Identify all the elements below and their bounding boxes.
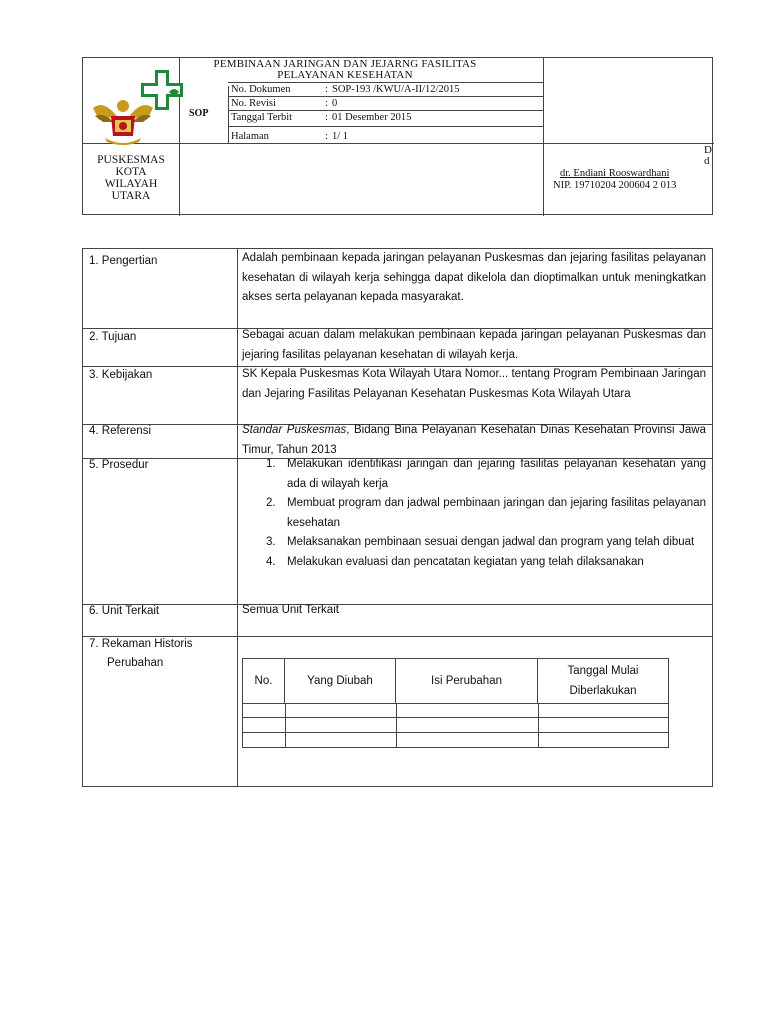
referensi-italic: Standar Puskesmas xyxy=(242,424,347,436)
row-label: 6. Unit Terkait xyxy=(89,605,160,617)
meta-row-no-revisi xyxy=(228,96,544,110)
document-title xyxy=(195,59,495,81)
signature-space xyxy=(180,144,544,216)
signer-nip: NIP. 19710204 200604 2 013 xyxy=(553,180,677,191)
procedure-list xyxy=(242,459,706,572)
procedure-step xyxy=(242,494,706,533)
meta-value: 1/ 1 xyxy=(332,131,349,142)
row-label-line-1: 7. Rekaman Historis xyxy=(89,638,193,650)
meta-row-halaman xyxy=(228,126,544,144)
sop-table xyxy=(82,248,713,787)
meta-separator: : xyxy=(325,84,328,95)
procedure-step xyxy=(242,459,706,494)
header-table xyxy=(82,57,713,215)
row-value: Adalah pembinaan kepada jaringan pelayanan Puskesmas dan jejaring fasilitas pelayanan kesehatan di wilayah kerja sehingga dapat dikelola dan dioptimalkan untuk meningkatkan akses serta pelayanan kepada masyarakat. xyxy=(242,252,706,303)
history-row-line xyxy=(243,732,668,733)
history-col-line xyxy=(396,703,397,747)
document-title-line-1: PEMBINAAN JARINGAN DAN JEJARNG FASILITAS xyxy=(213,58,477,70)
step-number: 4. xyxy=(266,555,276,568)
step-text: Melakukan evaluasi dan pencatatan kegiatan yang telah dilaksanakan xyxy=(287,555,644,568)
row-label: 5. Prosedur xyxy=(89,459,149,471)
meta-key: Halaman xyxy=(231,131,269,142)
referensi-rest: , Bidang Bina Pelayanan Kesehatan Dinas Kesehatan Provinsi Jawa Timur, Tahun 2013 xyxy=(242,424,706,456)
signer-name: dr. Endiani Rooswardhani xyxy=(560,168,670,179)
document-title-line-2: PELAYANAN KESEHATAN xyxy=(277,69,413,81)
meta-key: No. Revisi xyxy=(231,98,276,109)
history-row-line xyxy=(243,717,668,718)
history-col-yang-diubah: Yang Diubah xyxy=(285,659,396,703)
row-kebijakan xyxy=(83,367,712,425)
row-unit-terkait xyxy=(83,605,712,637)
meta-separator: : xyxy=(325,112,328,123)
row-label: 3. Kebijakan xyxy=(89,369,153,381)
history-col-line xyxy=(285,703,286,747)
history-col-isi-perubahan: Isi Perubahan xyxy=(396,659,538,703)
puskesmas-line: UTARA xyxy=(111,190,151,202)
step-text: Melaksanakan pembinaan sesuai dengan jadwal dan program yang telah dibuat xyxy=(287,536,695,548)
meta-separator: : xyxy=(325,98,328,109)
row-label: 2. Tujuan xyxy=(89,331,137,343)
meta-key: No. Dokumen xyxy=(231,84,291,95)
corner-mark-1: D xyxy=(704,144,712,156)
puskesmas-line: WILAYAH xyxy=(104,178,158,190)
step-text: Melakukan identifikasi jaringan dan jejaring fasilitas pelayanan kesehatan yang ada di wilayah kerja xyxy=(287,459,706,490)
history-row-line xyxy=(243,703,668,704)
row-label xyxy=(89,635,193,673)
meta-key: Tanggal Terbit xyxy=(231,112,293,123)
step-number: 2. xyxy=(266,497,276,509)
row-value: Semua Unit Terkait xyxy=(242,604,339,616)
step-text: Membuat program dan jadwal pembinaan jaringan dan jejaring fasilitas pelayanan kesehatan xyxy=(287,497,706,529)
meta-row-no-dokumen xyxy=(228,82,544,96)
step-number: 3. xyxy=(266,536,276,548)
meta-value: SOP-193 /KWU/A-II/12/2015 xyxy=(332,84,460,95)
garuda-emblem-logo-icon xyxy=(91,94,155,146)
row-prosedur xyxy=(83,459,712,605)
row-value: SK Kepala Puskesmas Kota Wilayah Utara Nomor... tentang Program Pembinaan Jaringan dan Jejaring Fasilitas Pelayanan Kesehatan Puskesmas Kota Wilayah Utara xyxy=(242,368,706,400)
row-referensi xyxy=(83,425,712,459)
sop-label: SOP xyxy=(189,108,209,119)
puskesmas-line: PUSKESMAS xyxy=(97,154,165,166)
row-value: Sebagai acuan dalam melakukan pembinaan kepada jaringan pelayanan Puskesmas dan jejaring fasilitas pelayanan kesehatan di wilayah kerja. xyxy=(242,329,706,361)
step-number: 1. xyxy=(266,459,276,470)
logo-cell xyxy=(83,58,209,144)
procedure-step xyxy=(242,533,706,553)
history-col-no: No. xyxy=(243,659,285,703)
history-table xyxy=(242,658,669,748)
procedure-step xyxy=(242,553,706,573)
row-value xyxy=(242,421,706,460)
history-col-tanggal: Tanggal Mulai Diberlakukan xyxy=(567,665,639,697)
row-label: 4. Referensi xyxy=(89,425,152,437)
meta-value: 0 xyxy=(332,98,338,109)
row-value xyxy=(242,459,706,572)
puskesmas-name xyxy=(83,144,180,216)
row-pengertian xyxy=(83,249,712,329)
row-tujuan xyxy=(83,329,712,367)
row-label-line-2: Perubahan xyxy=(107,657,164,669)
title-cell xyxy=(180,58,544,144)
row-label: 1. Pengertian xyxy=(89,255,158,267)
meta-value: 01 Desember 2015 xyxy=(332,112,412,123)
corner-mark-2: d xyxy=(704,155,710,167)
puskesmas-line: KOTA xyxy=(115,166,147,178)
meta-row-tanggal-terbit xyxy=(228,110,544,126)
history-col-line xyxy=(538,703,539,747)
meta-separator: : xyxy=(325,131,328,142)
blank-cell xyxy=(544,58,714,144)
signer-block xyxy=(544,144,714,216)
